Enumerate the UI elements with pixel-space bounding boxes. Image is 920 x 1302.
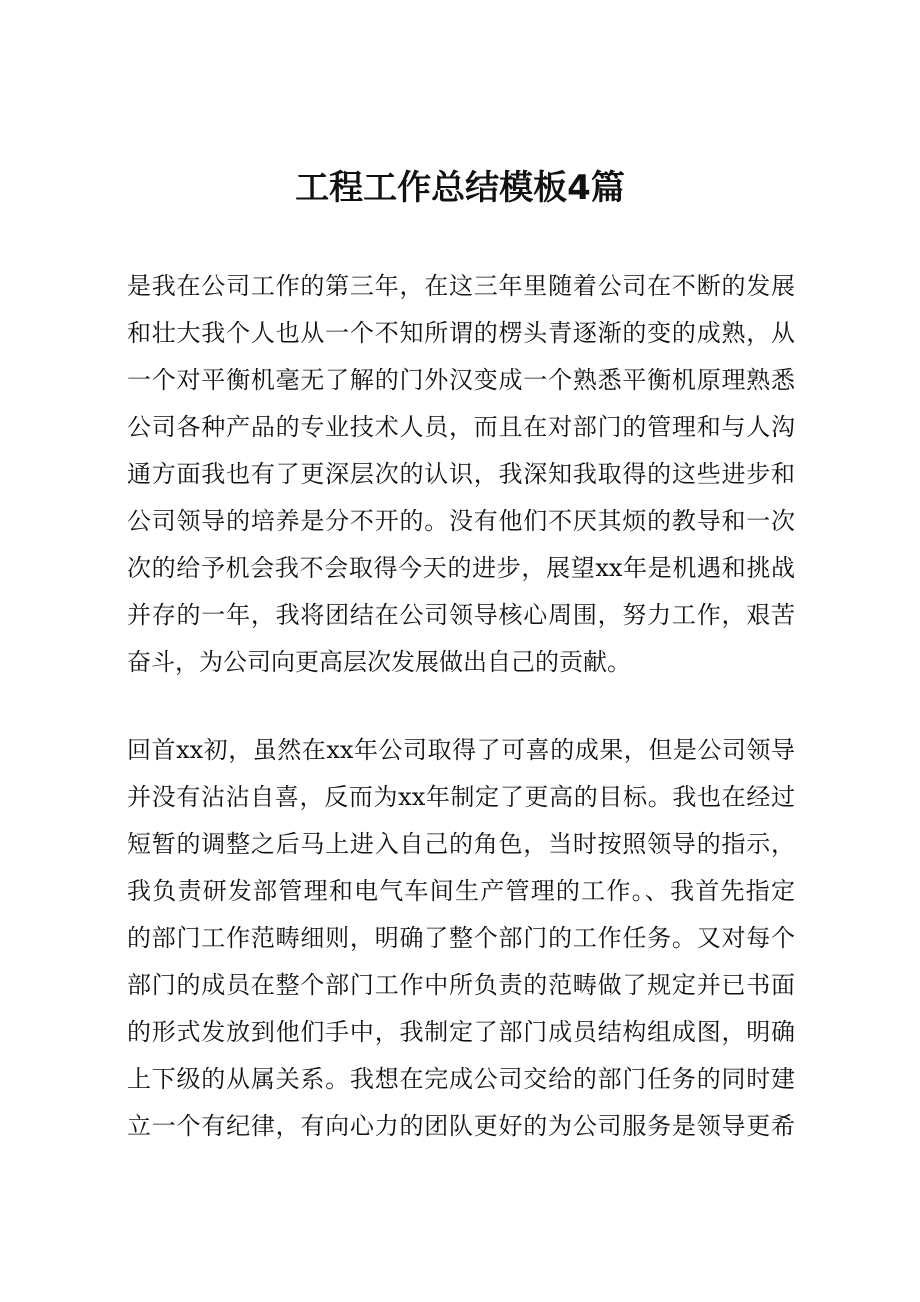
text-line: 回首xx初，虽然在xx年公司取得了可喜的成果，但是公司领导 [127, 736, 795, 764]
text-line: 的部门工作范畴细则，明确了整个部门的工作任务。又对每个 [127, 924, 795, 952]
document-title: 工程工作总结模板4篇 [295, 168, 625, 208]
paragraph-1 [127, 263, 795, 686]
text-line: 公司领导的培养是分不开的。没有他们不厌其烦的教导和一次 [127, 507, 795, 535]
text-line: 通方面我也有了更深层次的认识，我深知我取得的这些进步和 [127, 460, 795, 488]
text-line: 部门的成员在整个部门工作中所负责的范畴做了规定并已书面 [127, 971, 795, 999]
text-line: 一个对平衡机毫无了解的门外汉变成一个熟悉平衡机原理熟悉 [127, 366, 795, 394]
text-line: 的形式发放到他们手中，我制定了部门成员结构组成图，明确 [127, 1018, 795, 1046]
text-line: 短暂的调整之后马上进入自己的角色，当时按照领导的指示， [127, 830, 795, 858]
text-line: 并没有沾沾自喜，反而为xx年制定了更高的目标。我也在经过 [127, 783, 795, 811]
text-line: 奋斗，为公司向更高层次发展做出自己的贡献。 [127, 648, 631, 676]
text-line: 立一个有纪律，有向心力的团队更好的为公司服务是领导更希 [127, 1112, 795, 1140]
text-line: 上下级的从属关系。我想在完成公司交给的部门任务的同时建 [127, 1065, 795, 1093]
text-line: 和壮大我个人也从一个不知所谓的楞头青逐渐的变的成熟，从 [127, 319, 795, 347]
paragraph-2 [127, 727, 795, 1150]
text-line: 次的给予机会我不会取得今天的进步，展望xx年是机遇和挑战 [127, 554, 795, 582]
text-line: 我负责研发部管理和电气车间生产管理的工作。、我首先指定 [127, 877, 795, 905]
text-line: 是我在公司工作的第三年，在这三年里随着公司在不断的发展 [127, 272, 795, 300]
text-line: 并存的一年，我将团结在公司领导核心周围，努力工作，艰苦 [127, 601, 795, 629]
text-line: 公司各种产品的专业技术人员，而且在对部门的管理和与人沟 [127, 413, 795, 441]
